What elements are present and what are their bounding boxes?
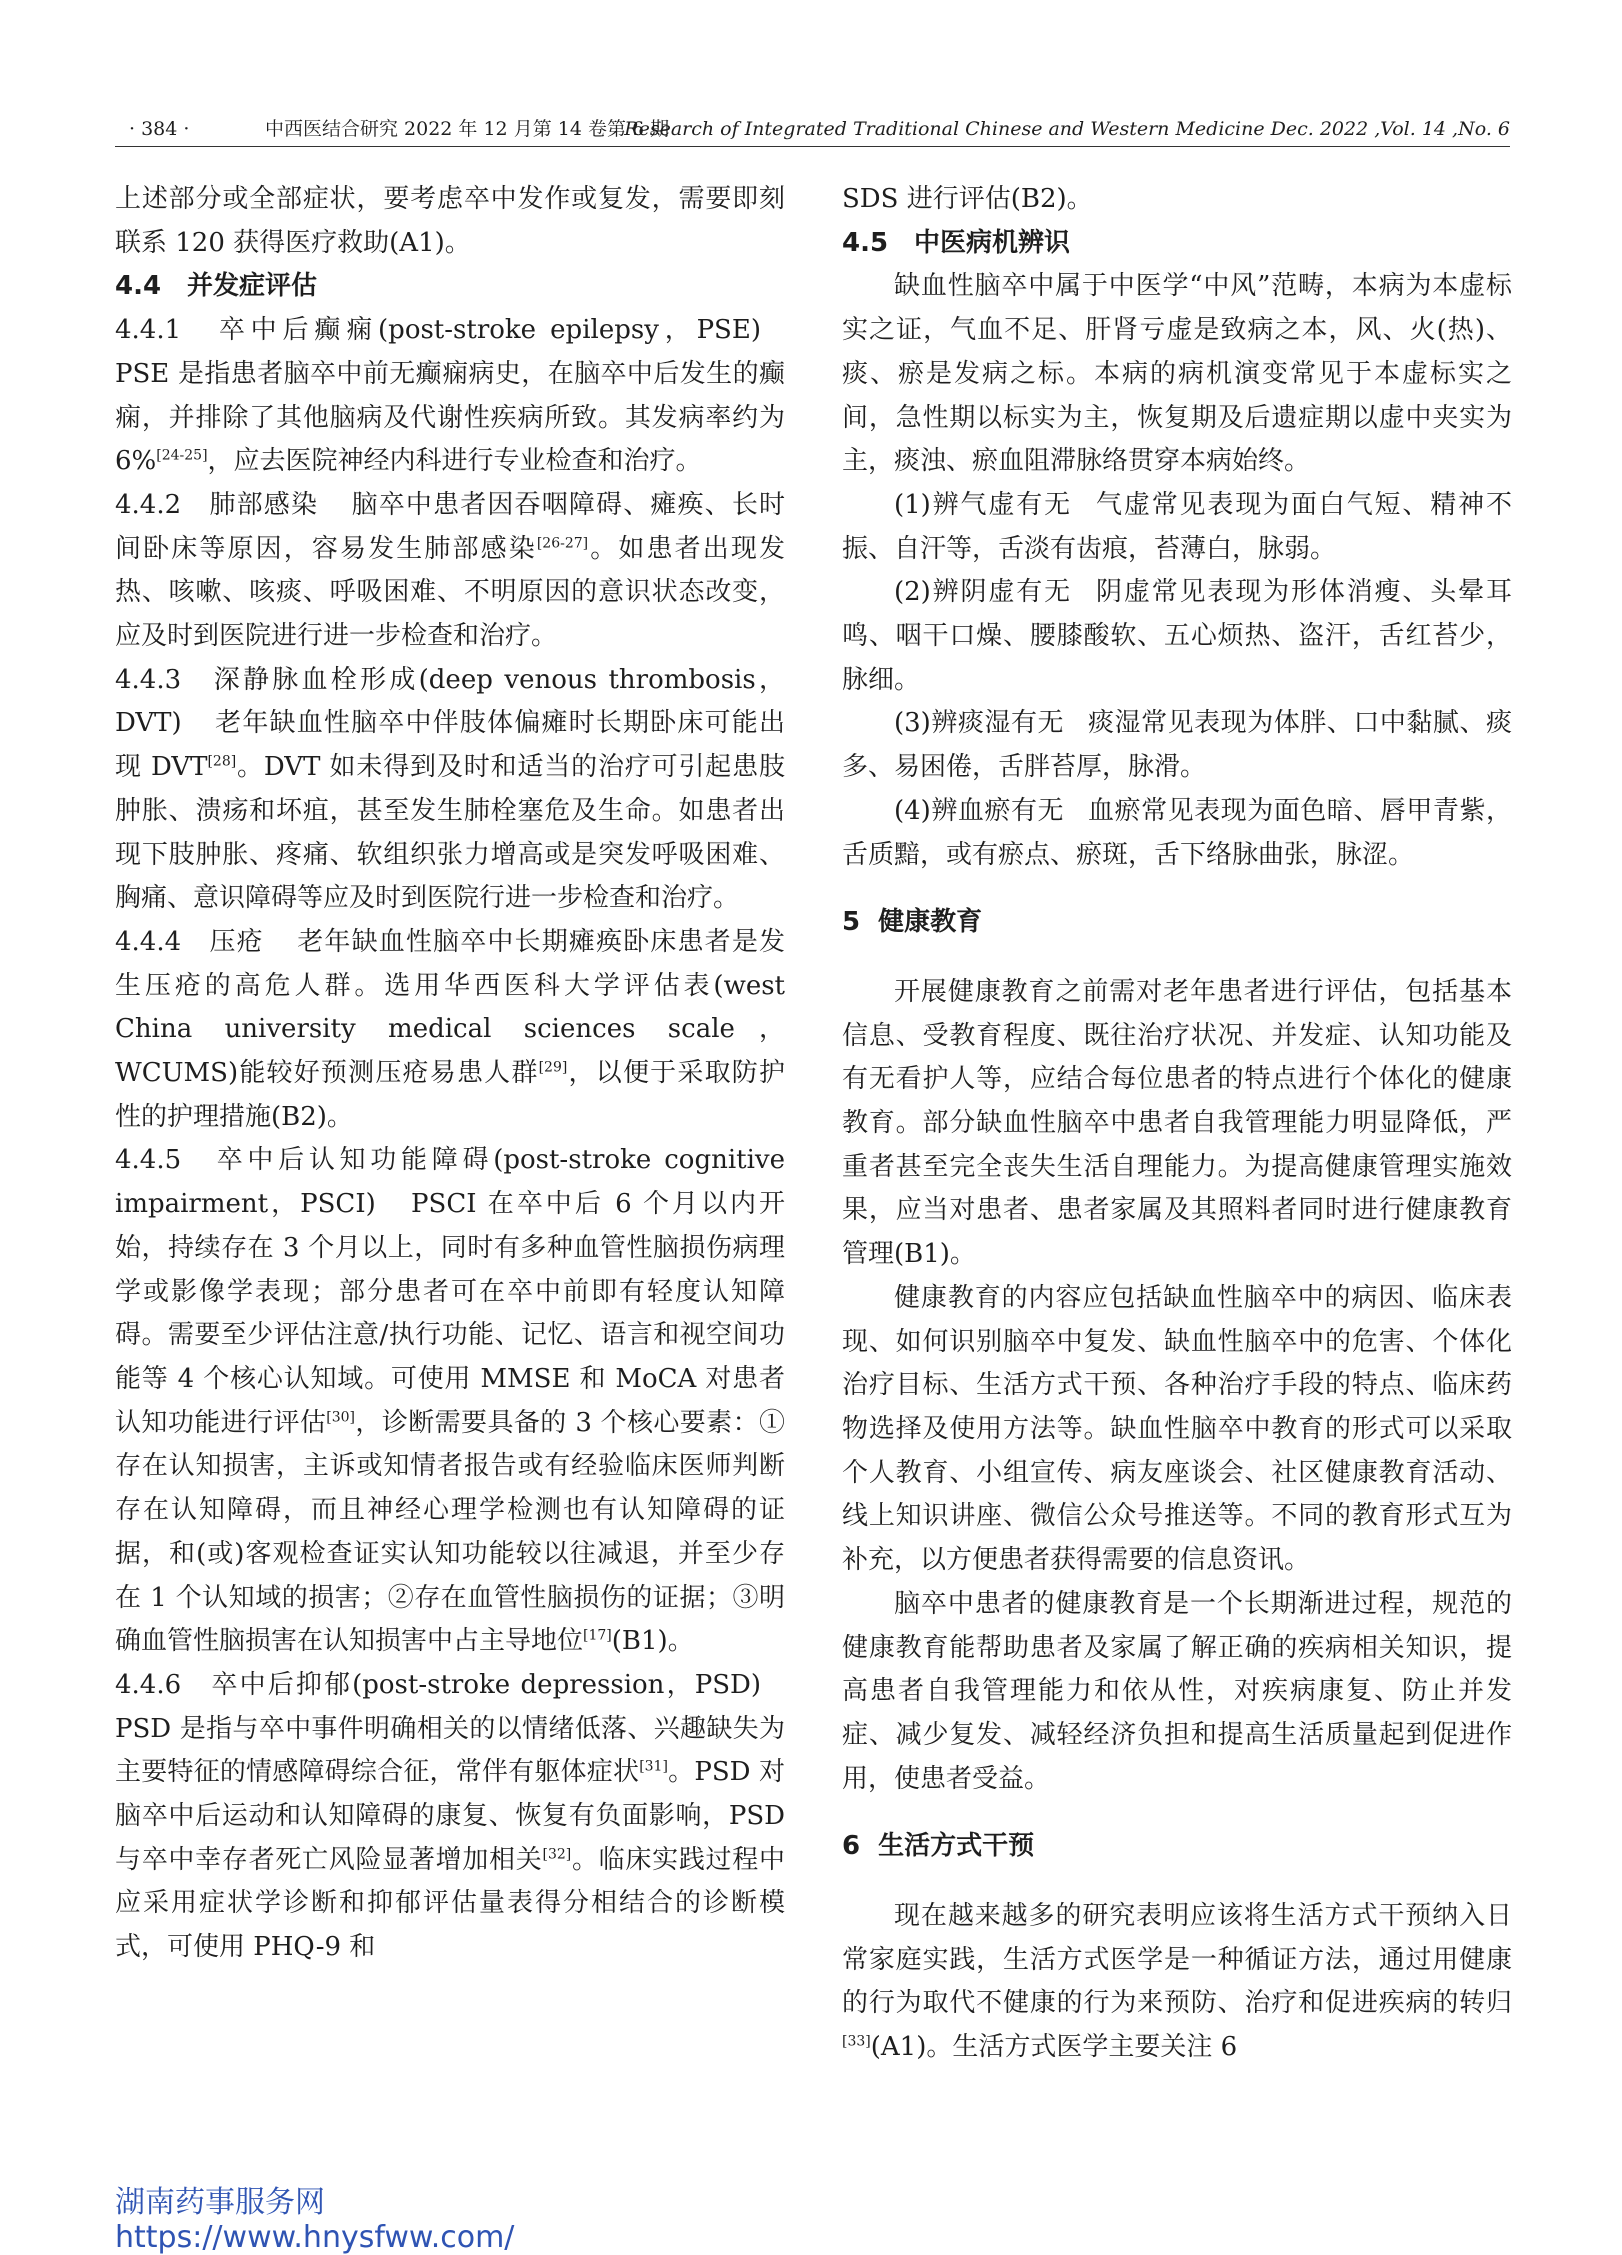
journal-title-cn: 中西医结合研究 2022 年 12 月第 14 卷第 6 期 bbox=[265, 118, 670, 140]
paragraph: SDS 进行评估(B2)。 bbox=[842, 184, 1093, 214]
paragraph-4-4-2: 4.4.2 肺部感染 脑卒中患者因吞咽障碍、瘫痪、长时间卧床等原因，容易发生肺部感染[26-27]。如患者出现发热、咳嗽、咳痰、呼吸困难、不明原因的意识状态改变，应及时到医院进行进一步检查和治疗。 bbox=[115, 489, 786, 652]
journal-title-en: Research of Integrated Traditional Chinese and Western Medicine Dec. 2022 ,Vol. 14 ,No. 6 bbox=[624, 118, 1510, 140]
section-heading-6: 6 生活方式干预 bbox=[842, 1831, 1035, 1862]
paragraph-4-4-6: 4.4.6 卒中后抑郁(post-stroke depression，PSD) PSD 是指与卒中事件明确相关的以情绪低落、兴趣缺失为主要特征的情感障碍综合征，常伴有躯体症状[31]。PSD 对脑卒中后运动和认知障碍的康复、恢复有负面影响，PSD 与卒中幸存者死亡风险显著增加相关[32]。临床实践过程中应采用症状学诊断和抑郁评估量表得分相结合的诊断模式，可使用 PHQ-9 和 bbox=[115, 1669, 785, 1963]
citation: [29] bbox=[538, 1059, 568, 1076]
citation: [33] bbox=[842, 2033, 871, 2050]
paragraph: 现在越来越多的研究表明应该将生活方式干预纳入日常家庭实践，生活方式医学是一种循证方法，通过用健康的行为取代不健康的行为来预防、治疗和促进疾病的转归[33](A1)。生活方式医学主要关注 6 bbox=[842, 1901, 1512, 2063]
subsection-label: 4.4.4 压疮 bbox=[115, 926, 264, 957]
paragraph: 脑卒中患者的健康教育是一个长期渐进过程，规范的健康教育能帮助患者及家属了解正确的疾病相关知识，提高患者自我管理能力和依从性，对疾病康复、防止并发症、减少复发、减轻经济负担和提高生活质量起到促进作用，使患者受益。 bbox=[842, 1588, 1512, 1794]
syndrome-item: (1)辨气虚有无 气虚常见表现为面白气短、精神不振、自汗等，舌淡有齿痕，苔薄白，脉弱。 bbox=[842, 489, 1512, 564]
subsection-label: 4.4.5 卒中后认知功能障碍(post-stroke cognitive impairment，PSCI) bbox=[115, 1145, 785, 1220]
paragraph: 开展健康教育之前需对老年患者进行评估，包括基本信息、受教育程度、既往治疗状况、并发症、认知功能及有无看护人等，应结合每位患者的特点进行个体化的健康教育。部分缺血性脑卒中患者自我管理能力明显降低，严重者甚至完全丧失生活自理能力。为提高健康管理实施效果，应当对患者、患者家属及其照料者同时进行健康教育管理(B1)。 bbox=[842, 976, 1512, 1270]
citation: [28] bbox=[207, 753, 237, 770]
syndrome-item: (3)辨痰湿有无 痰湿常见表现为体胖、口中黏腻、痰多、易困倦，舌胖苔厚，脉滑。 bbox=[842, 708, 1512, 783]
syndrome-label: (3)辨痰湿有无 bbox=[894, 708, 1065, 739]
syndrome-label: (1)辨气虚有无 bbox=[894, 489, 1072, 520]
syndrome-item: (4)辨血瘀有无 血瘀常见表现为面色暗、唇甲青紫，舌质黯，或有瘀点、瘀斑，舌下络脉曲张，脉涩。 bbox=[842, 795, 1512, 870]
right-column bbox=[842, 178, 1512, 2070]
citation: [17] bbox=[583, 1627, 612, 1644]
citation: [30] bbox=[326, 1409, 356, 1426]
citation: [26-27] bbox=[536, 534, 589, 551]
subsection-label: 4.4.2 肺部感染 bbox=[115, 489, 319, 520]
section-heading-4-5: 4.5 中医病机辨识 bbox=[842, 227, 1071, 258]
paragraph: 上述部分或全部症状，要考虑卒中发作或复发，需要即刻联系 120 获得医疗救助(A1)。 bbox=[115, 184, 785, 258]
page-number: · 384 · bbox=[129, 118, 190, 140]
section-heading-5: 5 健康教育 bbox=[842, 907, 983, 938]
paragraph: 缺血性脑卒中属于中医学“中风”范畴，本病为本虚标实之证，气血不足、肝肾亏虚是致病之本，风、火(热)、痰、瘀是发病之标。本病的病机演变常见于本虚标实之间，急性期以标实为主，恢复期及后遗症期以虚中夹实为主，痰浊、瘀血阻滞脉络贯穿本病始终。 bbox=[842, 271, 1512, 477]
subsection-label: 4.4.1 卒中后癫痫(post-stroke epilepsy，PSE) bbox=[115, 315, 761, 346]
paragraph-4-4-1: 4.4.1 卒中后癫痫(post-stroke epilepsy，PSE) PSE 是指患者脑卒中前无癫痫病史，在脑卒中后发生的癫痫，并排除了其他脑病及代谢性疾病所致。其发病率约为 6%[24-25]，应去医院神经内科进行专业检查和治疗。 bbox=[115, 315, 785, 477]
paragraph: 健康教育的内容应包括缺血性脑卒中的病因、临床表现、如何识别脑卒中复发、缺血性脑卒中的危害、个体化治疗目标、生活方式干预、各种治疗手段的特点、临床药物选择及使用方法等。缺血性脑卒中教育的形式可以采取个人教育、小组宣传、病友座谈会、社区健康教育活动、线上知识讲座、微信公众号推送等。不同的教育形式互为补充，以方便患者获得需要的信息资讯。 bbox=[842, 1282, 1512, 1576]
citation: [31] bbox=[639, 1758, 668, 1775]
syndrome-label: (2)辨阴虚有无 bbox=[894, 577, 1072, 608]
citation: [32] bbox=[542, 1846, 572, 1863]
left-column bbox=[115, 178, 785, 1970]
paragraph-4-4-4: 4.4.4 压疮 老年缺血性脑卒中长期瘫痪卧床患者是发生压疮的高危人群。选用华西医科大学评估表(west China university medical sciences scale，WCUMS)能较好预测压疮易患人群[29]，以便于采取防护性的护理措施(B2)。 bbox=[115, 926, 786, 1132]
syndrome-label: (4)辨血瘀有无 bbox=[894, 795, 1065, 826]
section-heading-4-4: 4.4 并发症评估 bbox=[115, 271, 318, 302]
site-watermark bbox=[115, 2185, 514, 2255]
subsection-label: 4.4.6 卒中后抑郁(post-stroke depression，PSD) bbox=[115, 1669, 761, 1700]
syndrome-item: (2)辨阴虚有无 阴虚常见表现为形体消瘦、头晕耳鸣、咽干口燥、腰膝酸软、五心烦热、盗汗，舌红苔少，脉细。 bbox=[842, 577, 1512, 695]
site-name: 湖南药事服务网 bbox=[115, 2185, 325, 2220]
running-header bbox=[115, 112, 1510, 147]
subsection-label: 4.4.3 深静脉血栓形成(deep venous thrombosis，DVT) bbox=[115, 664, 785, 739]
citation: [24-25] bbox=[156, 447, 208, 464]
paragraph-4-4-3: 4.4.3 深静脉血栓形成(deep venous thrombosis，DVT) 老年缺血性脑卒中伴肢体偏瘫时长期卧床可能出现 DVT[28]。DVT 如未得到及时和适当的治疗可引起患肢肿胀、溃疡和坏疽，甚至发生肺栓塞危及生命。如患者出现下肢肿胀、疼痛、软组织张力增高或是突发呼吸困难、胸痛、意识障碍等应及时到医院行进一步检查和治疗。 bbox=[115, 664, 785, 914]
site-url[interactable]: https://www.hnysfww.com/ bbox=[115, 2220, 515, 2255]
paragraph-4-4-5: 4.4.5 卒中后认知功能障碍(post-stroke cognitive impairment，PSCI) PSCI 在卒中后 6 个月以内开始，持续存在 3 个月以上，同时有多种血管性脑损伤病理学或影像学表现；部分患者可在卒中前即有轻度认知障碍。需要至少评估注意/执行功能、记忆、语言和视空间功能等 4 个核心认知域。可使用 MMSE 和 MoCA 对患者认知功能进行评估[30]，诊断需要具备的 3 个核心要素：①存在认知损害，主诉或知情者报告或有经验临床医师判断存在认知障碍，而且神经心理学检测也有认知障碍的证据，和(或)客观检查证实认知功能较以往减退，并至少存在 1 个认知域的损害；②存在血管性脑损伤的证据；③明确血管性脑损害在认知损害中占主导地位[17](B1)。 bbox=[115, 1145, 785, 1657]
